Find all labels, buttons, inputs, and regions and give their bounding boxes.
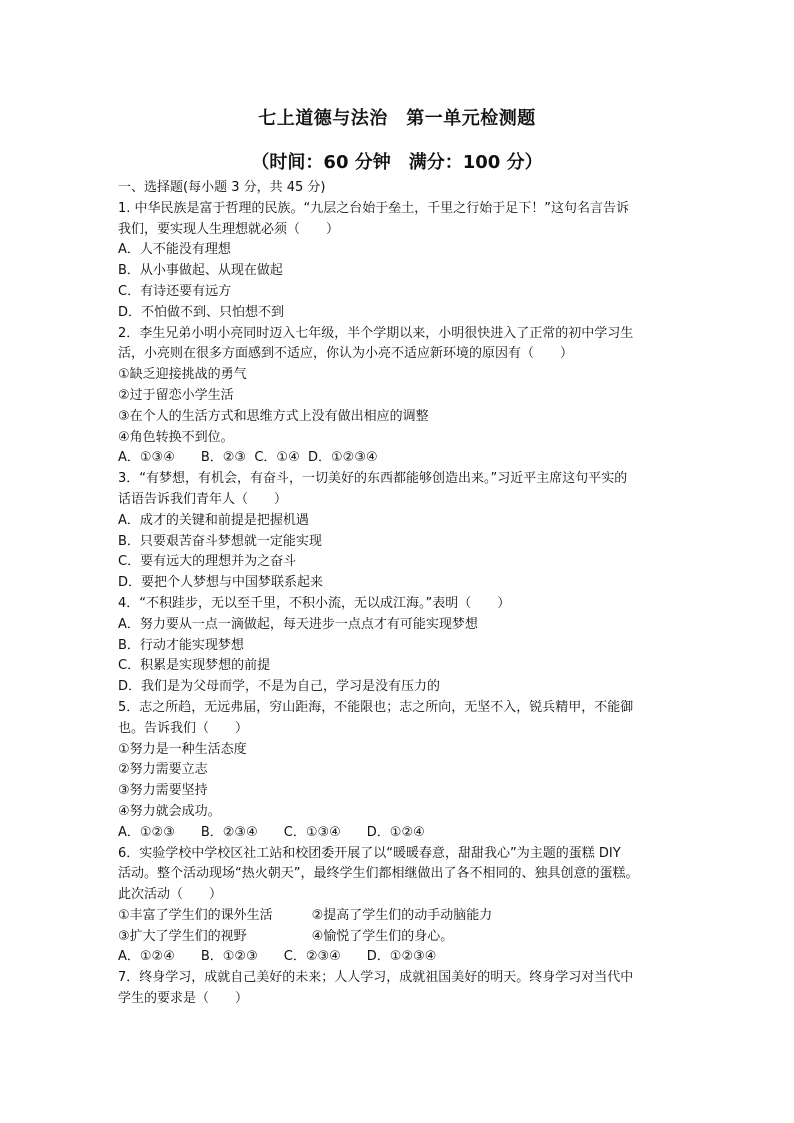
text-line: A．成才的关键和前提是把握机遇 — [118, 512, 309, 528]
page-title: 七上道德与法治 第一单元检测题 — [258, 108, 536, 129]
text-line: A．①②③ B．②③④ C．①③④ D．①②④ — [118, 824, 425, 840]
text-line: 3．“有梦想，有机会，有奋斗，一切美好的东西都能够创造出来。”习近平主席这句平实的 — [118, 471, 628, 487]
text-line: A．人不能没有理想 — [118, 242, 231, 258]
text-line: 6．实验学校中学校区社工站和校团委开展了以“暖暖春意，甜甜我心”为主题的蛋糕 DIY — [118, 845, 621, 861]
page-subtitle: （时间：60 分钟 满分：100 分） — [251, 152, 543, 173]
text-line: 1. 中华民族是富于哲理的民族。“九层之台始于垒土，千里之行始于足下！”这句名言告诉 — [118, 200, 630, 216]
text-line: A．①②④ B．①②③ C．②③④ D．①②③④ — [118, 949, 437, 965]
text-line: ③努力需要坚持 — [118, 783, 208, 799]
text-line: A．努力要从一点一滴做起，每天进步一点点才有可能实现梦想 — [118, 616, 478, 632]
text-line: ①缺乏迎接挑战的勇气 — [118, 367, 247, 383]
text-line: 5．志之所趋，无远弗届，穷山距海，不能限也；志之所向，无坚不入，锐兵精甲，不能御 — [118, 699, 634, 715]
text-line: 4．“不积跬步，无以至千里，不积小流，无以成江海。”表明（ ） — [118, 595, 511, 611]
text-line: 活，小亮则在很多方面感到不适应，你认为小亮不适应新环境的原因有（ ） — [118, 346, 574, 362]
text-line: ③扩大了学生们的视野 ④愉悦了学生们的身心。 — [118, 928, 454, 944]
text-line: 我们，要实现人生理想就必须（ ） — [118, 221, 340, 237]
text-line: 此次活动（ ） — [118, 887, 223, 903]
text-line: B．只要艰苦奋斗梦想就一定能实现 — [118, 533, 322, 549]
text-line: ①努力是一种生活态度 — [118, 741, 247, 757]
text-line: C．积累是实现梦想的前提 — [118, 658, 271, 674]
text-line: 2．李生兄弟小明小亮同时迈入七年级，半个学期以来，小明很快进入了正常的初中学习生 — [118, 325, 634, 341]
text-line: 也。告诉我们（ ） — [118, 720, 249, 736]
text-line: ②过于留恋小学生活 — [118, 387, 234, 403]
text-line: C．有诗还要有远方 — [118, 283, 232, 299]
text-line: ②努力需要立志 — [118, 762, 208, 778]
text-line: ③在个人的生活方式和思维方式上没有做出相应的调整 — [118, 408, 429, 424]
text-line: 一、选择题(每小题 3 分，共 45 分) — [118, 180, 326, 195]
text-line: D．不怕做不到、只怕想不到 — [118, 304, 285, 320]
text-line: B．从小事做起、从现在做起 — [118, 263, 283, 279]
text-line: 话语告诉我们青年人（ ） — [118, 491, 288, 507]
text-line: D．要把个人梦想与中国梦联系起来 — [118, 575, 324, 591]
text-line: 活动。整个活动现场“热火朝天”，最终学生们都相继做出了各不相同的、独具创意的蛋糕。 — [118, 866, 639, 882]
text-line: 学生的要求是（ ） — [118, 991, 249, 1007]
text-line: D．我们是为父母而学，不是为自己，学习是没有压力的 — [118, 679, 441, 695]
text-line: A．①③④ B．②③ C．①④ D．①②③④ — [118, 450, 378, 466]
text-line: ④努力就会成功。 — [118, 803, 221, 819]
text-line: ①丰富了学生们的课外生活 ②提高了学生们的动手动脑能力 — [118, 907, 493, 923]
text-line: 7．终身学习，成就自己美好的未来；人人学习，成就祖国美好的明天。终身学习对当代中 — [118, 970, 634, 986]
text-line: B．行动才能实现梦想 — [118, 637, 244, 653]
text-line: C．要有远大的理想并为之奋斗 — [118, 554, 297, 570]
text-line: ④角色转换不到位。 — [118, 429, 234, 445]
question-list — [118, 178, 688, 1010]
